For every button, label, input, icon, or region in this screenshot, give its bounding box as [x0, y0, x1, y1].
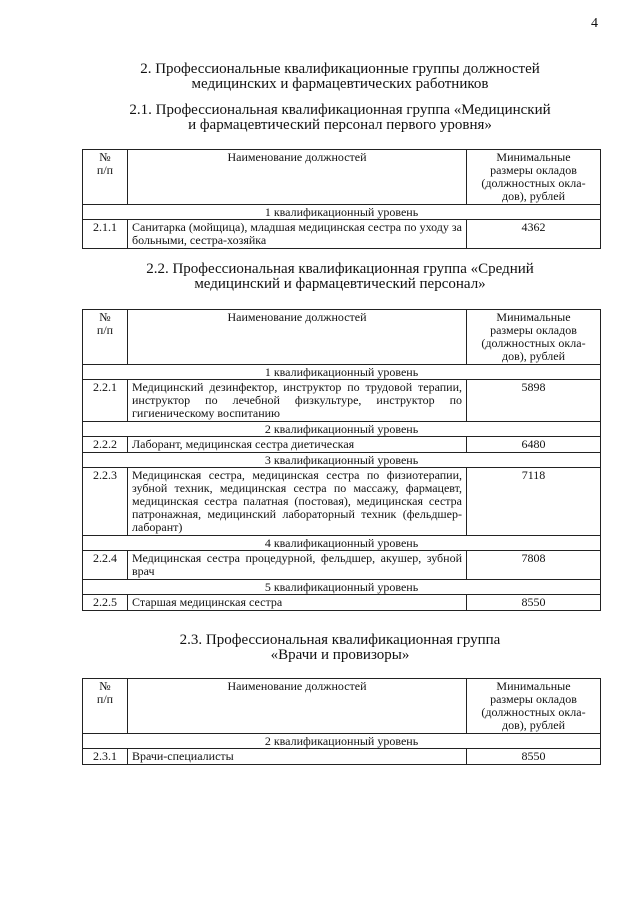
section-2-3-title-line-2: «Врачи и провизоры» — [270, 647, 410, 663]
section-2-title-line-2: медицинских и фармацевтических работников — [191, 76, 489, 92]
salary-value: 7808 — [467, 551, 601, 580]
salary-value: 8550 — [467, 749, 601, 765]
row-number: 2.3.1 — [83, 749, 128, 765]
row-number: 2.2.5 — [83, 595, 128, 611]
section-2-1-title-line-2: и фармацевтический персонал первого уровня» — [188, 117, 492, 133]
page-number: 4 — [591, 16, 598, 31]
salary-value: 6480 — [467, 437, 601, 453]
table-row — [83, 595, 601, 611]
header-name: Наименование должностей — [128, 150, 467, 205]
header-salary: Минимальные размеры окладов (должностных окла- дов), рублей — [467, 150, 601, 205]
header-num: № п/п — [83, 679, 128, 734]
salary-value: 8550 — [467, 595, 601, 611]
qualification-level-label: 1 квалификационный уровень — [83, 365, 601, 380]
position-names: Медицинская сестра процедурной, фельдшер, акушер, зубной врач — [128, 551, 467, 580]
row-number: 2.2.4 — [83, 551, 128, 580]
qualification-level-row — [83, 580, 601, 595]
header-num: № п/п — [83, 310, 128, 365]
section-2-title-line-1: 2. Профессиональные квалификационные группы должностей — [140, 61, 540, 77]
position-names: Лаборант, медицинская сестра диетическая — [128, 437, 467, 453]
header-num: № п/п — [83, 150, 128, 205]
salary-value: 5898 — [467, 380, 601, 422]
qualification-level-row — [83, 365, 601, 380]
section-2-3-title-line-1: 2.3. Профессиональная квалификационная группа — [179, 632, 501, 648]
section-2-title — [80, 62, 600, 92]
qualification-level-row — [83, 422, 601, 437]
qualification-level-label: 1 квалификационный уровень — [83, 205, 601, 220]
table-row — [83, 220, 601, 249]
position-names: Врачи-специалисты — [128, 749, 467, 765]
salary-value: 7118 — [467, 468, 601, 536]
qualification-level-label: 5 квалификационный уровень — [83, 580, 601, 595]
table-row — [83, 749, 601, 765]
table-2-3 — [82, 678, 601, 765]
row-number: 2.1.1 — [83, 220, 128, 249]
section-2-1-title-line-1: 2.1. Профессиональная квалификационная группа «Медицинский — [129, 102, 551, 118]
section-2-2-title-line-1: 2.2. Профессиональная квалификационная группа «Средний — [146, 261, 534, 277]
qualification-level-row — [83, 205, 601, 220]
qualification-level-row — [83, 734, 601, 749]
section-2-2-title — [80, 262, 600, 292]
header-name: Наименование должностей — [128, 310, 467, 365]
table-row — [83, 468, 601, 536]
section-2-1-title — [80, 103, 600, 133]
position-names: Санитарка (мойщица), младшая медицинская сестра по уходу за больными, сестра-хозяйка — [128, 220, 467, 249]
table-header-row — [83, 310, 601, 365]
table-header-row — [83, 679, 601, 734]
qualification-level-label: 2 квалификационный уровень — [83, 734, 601, 749]
table-row — [83, 551, 601, 580]
row-number: 2.2.2 — [83, 437, 128, 453]
position-names: Медицинская сестра, медицинская сестра по физиотерапии, зубной техник, медицинская сестра по массажу, фармацевт, медицинская сестра палатная (постовая), медицинская сестра патронажная, медицинский лабораторный техник (фельдшер-лаборант) — [128, 468, 467, 536]
table-row — [83, 437, 601, 453]
salary-value: 4362 — [467, 220, 601, 249]
row-number: 2.2.3 — [83, 468, 128, 536]
position-names: Старшая медицинская сестра — [128, 595, 467, 611]
table-2-2 — [82, 309, 601, 611]
qualification-level-label: 2 квалификационный уровень — [83, 422, 601, 437]
header-salary: Минимальные размеры окладов (должностных окла- дов), рублей — [467, 310, 601, 365]
qualification-level-row — [83, 453, 601, 468]
qualification-level-row — [83, 536, 601, 551]
row-number: 2.2.1 — [83, 380, 128, 422]
section-2-2-title-line-2: медицинский и фармацевтический персонал» — [194, 276, 486, 292]
table-2-1 — [82, 149, 601, 249]
section-2-3-title — [80, 633, 600, 663]
header-name: Наименование должностей — [128, 679, 467, 734]
qualification-level-label: 3 квалификационный уровень — [83, 453, 601, 468]
position-names: Медицинский дезинфектор, инструктор по трудовой терапии, инструктор по лечебной физкультуре, инструктор по гигиеническому воспитанию — [128, 380, 467, 422]
table-row — [83, 380, 601, 422]
header-salary: Минимальные размеры окладов (должностных окла- дов), рублей — [467, 679, 601, 734]
table-header-row — [83, 150, 601, 205]
qualification-level-label: 4 квалификационный уровень — [83, 536, 601, 551]
